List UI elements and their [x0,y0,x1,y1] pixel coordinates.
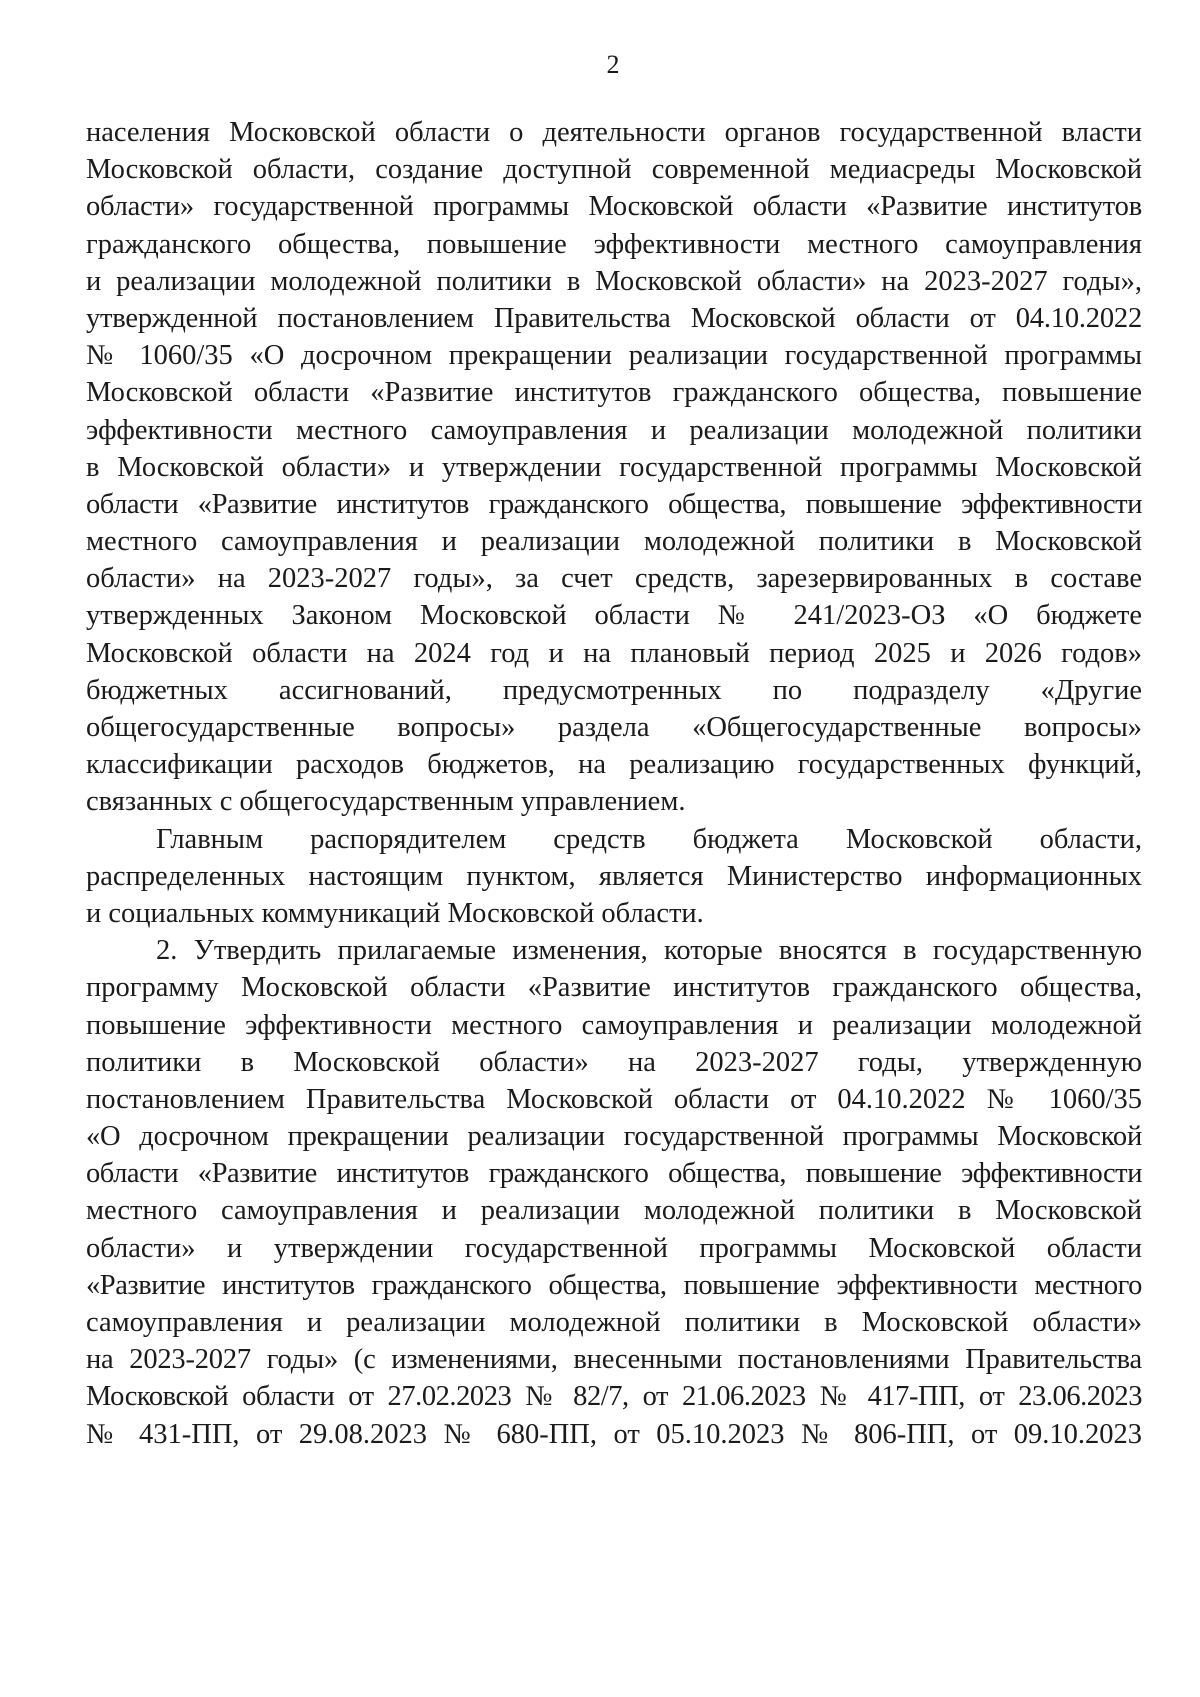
text-line: самоуправления и реализации молодежной политики в Московской области» [86,1307,1142,1338]
text-line: области «Развитие институтов гражданского общества, повышение эффективности [86,1158,1142,1190]
text-line: 2. Утвердить прилагаемые изменения, которые вносятся в государственную [156,935,1142,967]
text-line: и реализации молодежной политики в Московской области» на 2023-2027 годы», [86,265,1142,297]
text-line: «О досрочном прекращении реализации государственной программы Московской [86,1121,1142,1153]
text-line: гражданского общества, повышение эффективности местного самоуправления [86,228,1142,260]
text-line: утвержденных Законом Московской области № 241/2023-ОЗ «О бюджете [86,600,1142,632]
text-line: политики в Московской области» на 2023-2027 годы, утвержденную [86,1046,1142,1078]
text-line: связанных с общегосударственным управлением. [86,786,686,818]
paragraph-3 [86,932,1142,1453]
paragraph-2 [86,821,1142,933]
text-line: местного самоуправления и реализации молодежной политики в Московской [86,1195,1142,1227]
text-line: распределенных настоящим пунктом, является Министерство информационных [86,860,1142,892]
text-line: области» и утверждении государственной программы Московской области [86,1232,1142,1264]
document-body [86,114,1142,1453]
text-line: Главным распорядителем средств бюджета Московской области, [156,823,1142,855]
text-line: области «Развитие институтов гражданского общества, повышение эффективности [86,488,1142,520]
text-line: Московской области, создание доступной современной медиасреды Московской [86,154,1142,186]
text-line: и социальных коммуникаций Московской области. [86,897,704,929]
text-line: области» государственной программы Московской области «Развитие институтов [86,191,1142,223]
text-line: в Московской области» и утверждении государственной программы Московской [86,451,1142,483]
text-line: эффективности местного самоуправления и реализации молодежной политики [86,414,1142,446]
text-line: населения Московской области о деятельности органов государственной власти [86,117,1142,148]
text-line: на 2023-2027 годы» (с изменениями, внесенными постановлениями Правительства [86,1344,1142,1376]
text-line: № 431-ПП, от 29.08.2023 № 680-ПП, от 05.10.2023 № 806-ПП, от 09.10.2023 [86,1418,1142,1450]
text-line: программу Московской области «Развитие институтов гражданского общества, [86,972,1142,1004]
text-line: Московской области от 27.02.2023 № 82/7, от 21.06.2023 № 417-ПП, от 23.06.2023 [86,1381,1142,1413]
text-line: «Развитие институтов гражданского общества, повышение эффективности местного [86,1269,1142,1301]
text-line: местного самоуправления и реализации молодежной политики в Московской [86,526,1142,558]
text-line: № 1060/35 «О досрочном прекращении реализации государственной программы [86,340,1142,372]
text-line: постановлением Правительства Московской области от 04.10.2022 № 1060/35 [86,1083,1142,1115]
text-line: Московской области на 2024 год и на плановый период 2025 и 2026 годов» [86,637,1142,669]
text-line: общегосударственные вопросы» раздела «Общегосударственные вопросы» [86,712,1142,743]
text-line: Московской области «Развитие институтов гражданского общества, повышение [86,377,1142,409]
paragraph-1 [86,114,1142,821]
text-line: классификации расходов бюджетов, на реализацию государственных функций, [86,749,1142,781]
text-line: повышение эффективности местного самоуправления и реализации молодежной [86,1009,1142,1041]
text-line: утвержденной постановлением Правительства Московской области от 04.10.2022 [86,302,1142,334]
page-number: 2 [606,50,620,79]
text-line: области» на 2023-2027 годы», за счет средств, зарезервированных в составе [86,563,1142,595]
text-line: бюджетных ассигнований, предусмотренных по подразделу «Другие [86,674,1142,706]
